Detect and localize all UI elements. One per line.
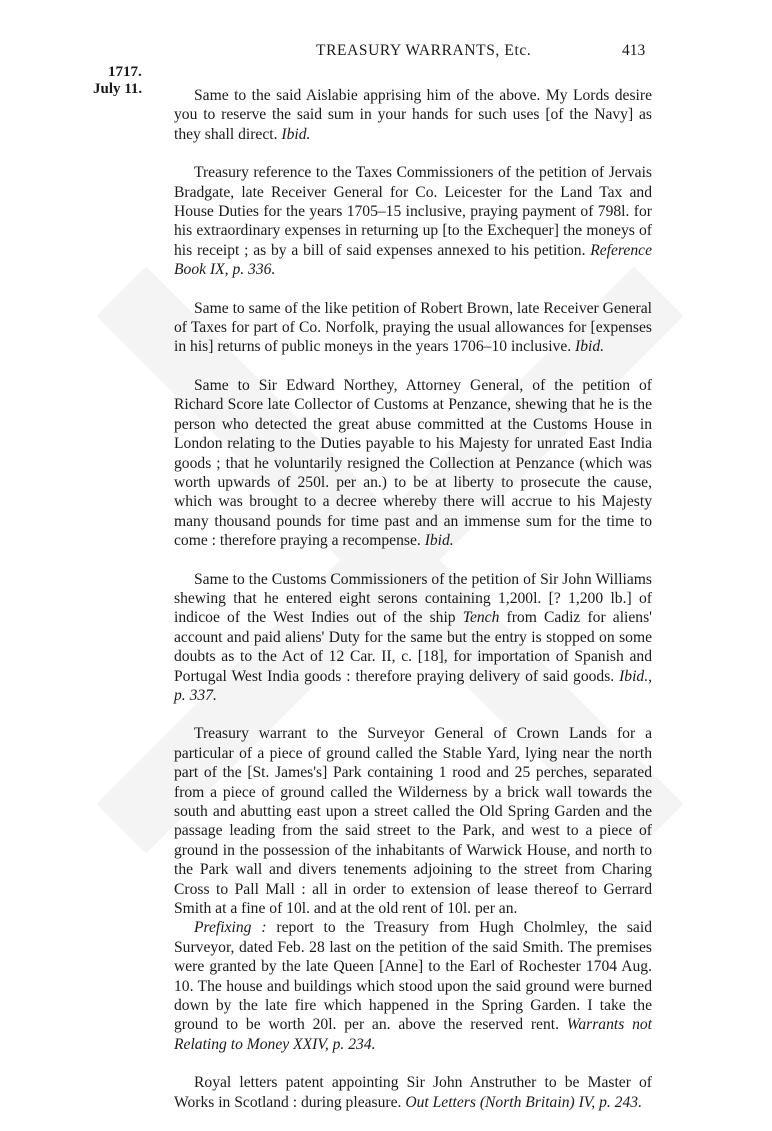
reference: Warrants not Relating to Money XXIV, p. 234. — [174, 1016, 652, 1053]
entry: Treasury warrant to the Surveyor General of Crown Lands for a particular of a piece of ground called the Stable Yard, lying near the north part of the [St. James's] Park containing 1 rood and 25 perches, separated from a piece of ground called the Wilderness by a brick wall towards the south and abutting east upon a street called the Old Spring Garden and the passage leading from the said street to the Park, and west to a piece of ground in the possession of the inhabitants of Warwick House, and north to the Park wall and divers tenements adjoining to the street from Charing Cross to Pall Mall : all in order to extension of lease thereof to Gerrard Smith at a fine of 10l. and at the old rent of 10l. per an. — [174, 725, 652, 918]
entries — [174, 86, 652, 1131]
margin-date: July 11. — [93, 81, 143, 97]
page-number: 413 — [622, 42, 646, 59]
entry: Treasury reference to the Taxes Commissioners of the petition of Jervais Bradgate, late Receiver General for Co. Leicester for the Land Tax and House Duties for the years 1705–15 inclusive, praying payment of 798l. for his extraordinary expenses in returning up [to the Exchequer] the moneys of his receipt ; as by a bill of said expenses annexed to his petition. Reference Book IX, p. 336. — [174, 164, 652, 279]
reference: Ibid. — [281, 125, 311, 143]
reference: Out Letters (North Britain) IV, p. 243. — [405, 1093, 642, 1111]
page-header — [0, 42, 772, 64]
ship-name: Tench — [462, 609, 500, 627]
running-title: TREASURY WARRANTS, Etc. — [316, 42, 532, 59]
entry: Same to same of the like petition of Robert Brown, late Receiver General of Taxes for part of Co. Norfolk, praying the usual allowances for [expenses in his] returns of public moneys in the years 1706–10 inclusive. Ibid. — [174, 299, 652, 356]
entry: Same to Sir Edward Northey, Attorney General, of the petition of Richard Score late Collector of Customs at Penzance, shewing that he is the person who detected the great abuse committed at the Customs House in London relating to the Duties payable to his Majesty for unrated East India goods ; that he voluntarily resigned the Collection at Penzance (which was worth upwards of 250l. per an.) to be at liberty to prosecute the cause, which was brought to a decree whereby there will accrue to his Majesty many thousand pounds for time past and an immense sum for the time to come : therefore praying a recompense. Ibid. — [174, 376, 652, 550]
entry: Same to the Customs Commissioners of the petition of Sir John Williams shewing that he entered eight serons containing 1,200l. [? 1,200 lb.] of indicoe of the West Indies out of the ship Tench from Cadiz for aliens' account and paid aliens' Duty for the same but the entry is stopped on some doubts as to the Act of 12 Car. II, c. [18], for importation of Spanish and Portugal West India goods : therefore praying delivery of said goods. Ibid., p. 337. — [174, 570, 652, 704]
reference: Reference Book IX, p. 336. — [174, 241, 652, 279]
reference: Ibid., p. 337. — [174, 667, 652, 704]
reference: Ibid. — [424, 532, 454, 550]
reference: Ibid. — [575, 338, 605, 356]
margin-year: 1717. — [108, 64, 142, 80]
entry: Same to the said Aislabie apprising him of the above. My Lords desire you to reserve the said sum in your hands for such uses [of the Navy] as they shall direct. Ibid. — [174, 87, 652, 143]
entry-continuation: Prefixing : report to the Treasury from Hugh Cholmley, the said Surveyor, dated Feb. 28 last on the petition of the said Smith. The premises were granted by the late Queen [Anne] to the Earl of Rochester 1704 Aug. 10. The house and buildings which stood upon the said ground were burned down by the late fire which happened in the Spring Garden. I take the ground to be worth 20l. per an. above the reserved rent. Warrants not Relating to Money XXIV, p. 234. — [174, 919, 652, 1053]
entry: Royal letters patent appointing Sir John Anstruther to be Master of Works in Scotland : during pleasure. Out Letters (North Britain) IV, p. 243. — [174, 1074, 652, 1111]
lead-word: Prefixing : — [194, 919, 267, 937]
